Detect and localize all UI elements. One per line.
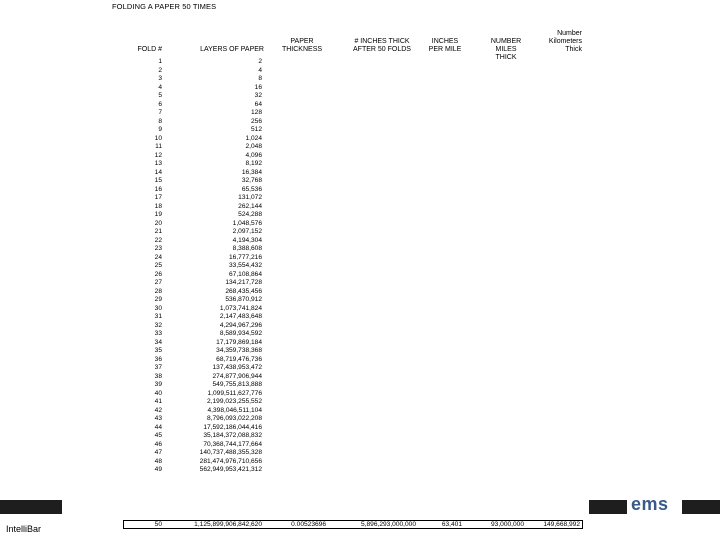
sheet-title: FOLDING A PAPER 50 TIMES — [112, 2, 217, 11]
fold-cell: 7 — [158, 109, 162, 116]
layers-cell: 131,072 — [238, 194, 262, 201]
fold-cell: 1 — [158, 58, 162, 65]
fold-cell: 3 — [158, 75, 162, 82]
layers-cell: 1,048,576 — [232, 219, 262, 227]
decor-band-right — [589, 500, 627, 514]
layers-cell: 2,048 — [245, 143, 262, 150]
fold-cell: 18 — [154, 202, 162, 210]
fold-cell: 11 — [155, 143, 162, 150]
fold-cell: 30 — [154, 304, 162, 312]
layers-cell: 8,192 — [245, 160, 262, 167]
layers-cell: 274,877,906,944 — [212, 372, 262, 380]
layers-cell: 4,398,046,511,104 — [207, 406, 262, 414]
decor-band-left — [0, 500, 62, 514]
layers-cell: 70,368,744,177,664 — [203, 440, 262, 448]
fold-cell: 26 — [154, 270, 162, 278]
layers-cell: 128 — [250, 109, 262, 116]
fold-cell: 22 — [154, 236, 162, 244]
fold-cell: 42 — [154, 406, 162, 414]
header-miles-thick: NUMBER MILES THICK — [490, 38, 522, 61]
layers-cell: 134,217,728 — [225, 279, 262, 286]
layers-cell: 64 — [254, 100, 262, 108]
fold-cell: 8 — [158, 117, 162, 125]
layers-cell: 2,199,023,255,552 — [206, 398, 262, 405]
fold-cell: 41 — [154, 398, 162, 405]
layers-cell: 256 — [250, 117, 262, 125]
layers-cell: 262,144 — [238, 202, 262, 210]
fold-column — [128, 58, 162, 475]
layers-cell: 4,294,967,296 — [219, 321, 262, 329]
fold-cell: 44 — [154, 423, 162, 431]
final-fold: 50 — [154, 521, 162, 528]
fold-cell: 19 — [154, 211, 162, 218]
final-inches-thick: 5,896,293,000,000 — [360, 521, 416, 528]
final-km-thick: 149,668,992 — [543, 521, 580, 528]
fold-cell: 14 — [154, 168, 162, 176]
fold-cell: 48 — [154, 457, 162, 465]
layers-column — [180, 58, 262, 475]
header-km-thick: Number Kilometers Thick — [548, 30, 582, 53]
layers-cell: 1,024 — [245, 134, 262, 142]
fold-cell: 16 — [154, 185, 162, 193]
footer-label: IntelliBar — [6, 524, 42, 534]
layers-cell: 549,755,813,888 — [212, 381, 262, 388]
fold-cell: 47 — [154, 449, 162, 456]
layers-cell: 1,073,741,824 — [219, 304, 262, 312]
layers-cell: 35,184,372,088,832 — [203, 432, 262, 439]
fold-cell: 43 — [154, 415, 162, 422]
fold-cell: 36 — [154, 355, 162, 363]
layers-cell: 16,384 — [241, 168, 262, 176]
fold-cell: 46 — [154, 440, 162, 448]
final-miles-thick: 93,000,000 — [490, 521, 524, 528]
fold-cell: 9 — [158, 126, 162, 133]
header-paper-thickness: PAPER THICKNESS — [281, 38, 323, 53]
layers-cell: 140,737,488,355,328 — [199, 449, 262, 456]
ems-logo: ems — [631, 494, 669, 514]
layers-cell: 512 — [250, 126, 262, 133]
layers-cell: 65,536 — [241, 185, 262, 193]
layers-cell: 33,554,432 — [228, 262, 262, 269]
fold-cell: 29 — [154, 296, 162, 303]
fold-cell: 37 — [154, 364, 162, 371]
final-layers: 1,125,899,906,842,620 — [194, 521, 262, 528]
fold-cell: 20 — [154, 219, 162, 227]
layers-cell: 67,108,864 — [228, 270, 262, 278]
fold-cell: 45 — [154, 432, 162, 439]
fold-cell: 35 — [154, 347, 162, 354]
layers-cell: 268,435,456 — [225, 287, 262, 295]
layers-cell: 4,194,304 — [232, 236, 262, 244]
fold-cell: 23 — [154, 245, 162, 252]
fold-cell: 39 — [154, 381, 162, 388]
fold-cell: 15 — [154, 177, 162, 184]
fold-cell: 34 — [154, 338, 162, 346]
fold-cell: 31 — [154, 313, 162, 320]
layers-cell: 2,147,483,648 — [219, 313, 262, 320]
layers-cell: 2,097,152 — [232, 228, 262, 235]
layers-cell: 32,768 — [241, 177, 262, 184]
fold-cell: 5 — [158, 92, 162, 99]
fold-cell: 38 — [154, 372, 162, 380]
layers-cell: 2 — [258, 58, 262, 65]
header-fold: FOLD # — [137, 46, 162, 53]
final-inches-per-mile: 63,401 — [441, 521, 462, 528]
layers-cell: 536,870,912 — [225, 296, 262, 303]
layers-cell: 524,288 — [238, 211, 262, 218]
fold-cell: 21 — [154, 228, 162, 235]
header-inches-thick: # INCHES THICK AFTER 50 FOLDS — [353, 38, 411, 53]
fold-cell: 4 — [158, 83, 162, 91]
fold-cell: 13 — [154, 160, 162, 167]
layers-cell: 32 — [254, 92, 262, 99]
layers-cell: 137,438,953,472 — [212, 364, 262, 371]
header-inches-per-mile: INCHES PER MILE — [428, 38, 462, 53]
fold-cell: 27 — [154, 279, 162, 286]
final-paper-thickness: 0.00523696 — [291, 521, 326, 528]
layers-cell: 8 — [258, 75, 262, 82]
layers-cell: 8,796,093,022,208 — [206, 415, 262, 422]
decor-band-far-right — [682, 500, 720, 514]
layers-cell: 16 — [254, 83, 262, 91]
fold-cell: 12 — [154, 151, 162, 159]
layers-cell: 16,777,216 — [228, 253, 262, 261]
layers-cell: 17,179,869,184 — [216, 338, 262, 346]
fold-cell: 28 — [154, 287, 162, 295]
fold-cell: 17 — [154, 194, 162, 201]
layers-cell: 1,099,511,627,776 — [207, 389, 262, 397]
fold-cell: 49 — [154, 466, 162, 473]
fold-cell: 2 — [158, 66, 162, 74]
layers-cell: 68,719,476,736 — [216, 355, 262, 363]
fold-cell: 25 — [154, 262, 162, 269]
fold-cell: 24 — [154, 253, 162, 261]
header-layers: LAYERS OF PAPER — [200, 46, 264, 53]
fold-cell: 33 — [154, 330, 162, 337]
layers-cell: 8,589,934,592 — [219, 330, 262, 337]
layers-cell: 4 — [258, 66, 262, 74]
fold-cell: 6 — [158, 100, 162, 108]
layers-cell: 4,096 — [245, 151, 262, 159]
layers-cell: 8,388,608 — [232, 245, 262, 252]
fold-cell: 32 — [154, 321, 162, 329]
layers-cell: 34,359,738,368 — [216, 347, 262, 354]
layers-cell: 281,474,976,710,656 — [199, 457, 262, 465]
layers-cell: 17,592,186,044,416 — [203, 423, 262, 431]
fold-cell: 10 — [154, 134, 162, 142]
fold-cell: 40 — [154, 389, 162, 397]
layers-cell: 562,949,953,421,312 — [199, 466, 262, 473]
